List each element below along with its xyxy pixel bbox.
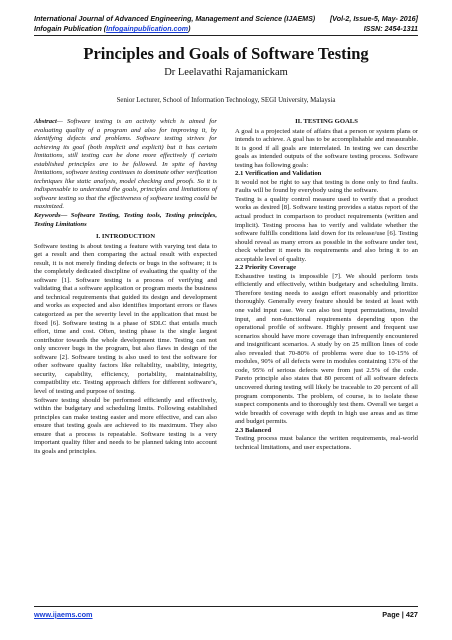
intro-paragraph-1: Software testing is about testing a feature with varying test data to get a result and then comparing the actual result with expected result, it is not merely finding defects or bugs in the software; it is the completely dedicated discipline of evaluating the quality of the software [1]. Software testing is a process of verifying and validating that a software application or program meets the business and technical requirements that guided its design and development and works as expected and also identifies important errors or flaws categorized as per the severity level in the application that must be fixed [6]. Software testing is a phase of SDLC that entails much effort, time and cost. Often, testing phase is the single largest contributor towards the whole development time. Testing can not only uncover bugs in the program, but also flaws in design of the software [2]. Software testing is also used to test the software for other software quality factors like reliability, usability, integrity, security, capability, efficiency, portability, maintainability, compatibility etc. Testing approach differs for different software’s, level of testing and purpose of testing.: [34, 242, 217, 395]
header-rule: [34, 35, 418, 36]
right-column: [235, 118, 418, 452]
subsection-heading-2-2: 2.2 Priority Coverage: [235, 264, 297, 272]
journal-header-line-1: [34, 15, 418, 24]
journal-header-line-2: [34, 25, 418, 34]
verification-paragraph-2: Testing is a quality control measure used to verify that a product works as desired [8]. Software testing provides a status report of the actual product in comparison to product requirements (written and implicit). Testing process has to verify and validate whether the software fulfills conditions laid down for its release/use [6]. Testing should reveal as many errors as possible in the software under test, check whether it meets its requirements and also bring it to an acceptable level of quality.: [235, 195, 418, 263]
abstract-text: — Software testing is an activity which is aimed for evaluating quality of a program and also for improving it, by identifying defects and problems. Software testing strives for achieving its goal (both implicit and explicit) but it has certain limitations, still testing can be done more effectively if certain established principles are to be followed. In spite of having limitations, software testing continues to dominate other verification techniques like static analysis, model checking and proofs. So it is indispensable to understand the goals, principles and limitations of software testing so that the effectiveness of software testing could be maximized.: [34, 118, 217, 211]
priority-coverage-paragraph: Exhaustive testing is impossible [7]. We should perform tests efficiently and effectively, within budgetary and scheduling limits. Therefore testing needs to assign effort reasonably and prioritize thoroughly. Generally every feature should be tested at least with one valid input case. We can also test input permutations, invalid input, and non-functional requirements depending upon the operational profile of software. Highly present and frequent use scenarios should have more coverage than infrequently encountered and insignificant scenarios. A study by on 25 million lines of code also revealed that 70-80% of problems were due to 10-15% of modules, 90% of all defects were in modules containing 13% of the code, 95% of serious defects were from just 2.5% of the code. Pareto principle also states that 80 percent of all software defects uncovered during testing will likely be traceable to 20 percent of all program components. The problem, of course, is to isolate these suspect components and to thoroughly test them. Overall we target a wide breadth of coverage with depth in high use areas and as time and budget permits.: [235, 272, 418, 426]
subsection-heading-2-3: 2.3 Balanced: [235, 426, 272, 434]
section-heading-introduction: I. INTRODUCTION: [95, 233, 156, 241]
intro-paragraph-2: Software testing should be performed efficiently and effectively, within the budgetary and scheduling limits. Following established principles can make testing easier and more effective, and can also ensure that testing goals are achieved to its maximum. They also ensure that a process is repeatable. Software testing is a very important quality filter and needs to be planned taking into account its goals and principles.: [34, 396, 217, 455]
goals-paragraph: A goal is a projected state of affairs that a person or system plans or intends to achieve. A goal has to be accomplishable and measurable. It is good if all goals are interrelated. In testing we can describe goals as intended outputs of the software testing process. Software testing has following goals:: [235, 127, 418, 169]
page-number: Page | 427: [382, 610, 418, 619]
footer-website-link[interactable]: www.ijaems.com: [34, 610, 93, 619]
publisher-suffix: ): [188, 25, 191, 33]
publisher-link[interactable]: Infogainpublication.com: [106, 25, 189, 33]
author-affiliation: Senior Lecturer, School of Information Technology, SEGI University, Malaysia: [116, 97, 336, 104]
issn: ISSN: 2454-1311: [363, 25, 418, 33]
left-column: [34, 118, 217, 456]
balanced-paragraph: Testing process must balance the written requirements, real-world technical limitations, and user expectations.: [235, 435, 418, 451]
verification-paragraph-1: It would not be right to say that testing is done only to find faults. Faults will be found by everybody using the software.: [235, 178, 418, 195]
abstract: [34, 118, 217, 212]
subsection-heading-2-1: 2.1 Verification and Validation: [235, 170, 322, 178]
footer-rule: [34, 606, 418, 607]
volume-issue: [Vol-2, Issue-5, May- 2016]: [329, 15, 418, 23]
author-name: Dr Leelavathi Rajamanickam: [164, 67, 288, 78]
paper-title: Principles and Goals of Software Testing: [83, 44, 369, 63]
keywords: Keywords— Software Testing, Testing tools, Testing principles, Testing Limitations: [34, 212, 217, 228]
section-heading-testing-goals: II. TESTING GOALS: [295, 118, 358, 125]
publisher-prefix: Infogain Publication (: [34, 25, 107, 33]
journal-name: International Journal of Advanced Engineering, Management and Science (IJAEMS): [34, 15, 316, 23]
abstract-label: Abstract: [34, 118, 57, 125]
